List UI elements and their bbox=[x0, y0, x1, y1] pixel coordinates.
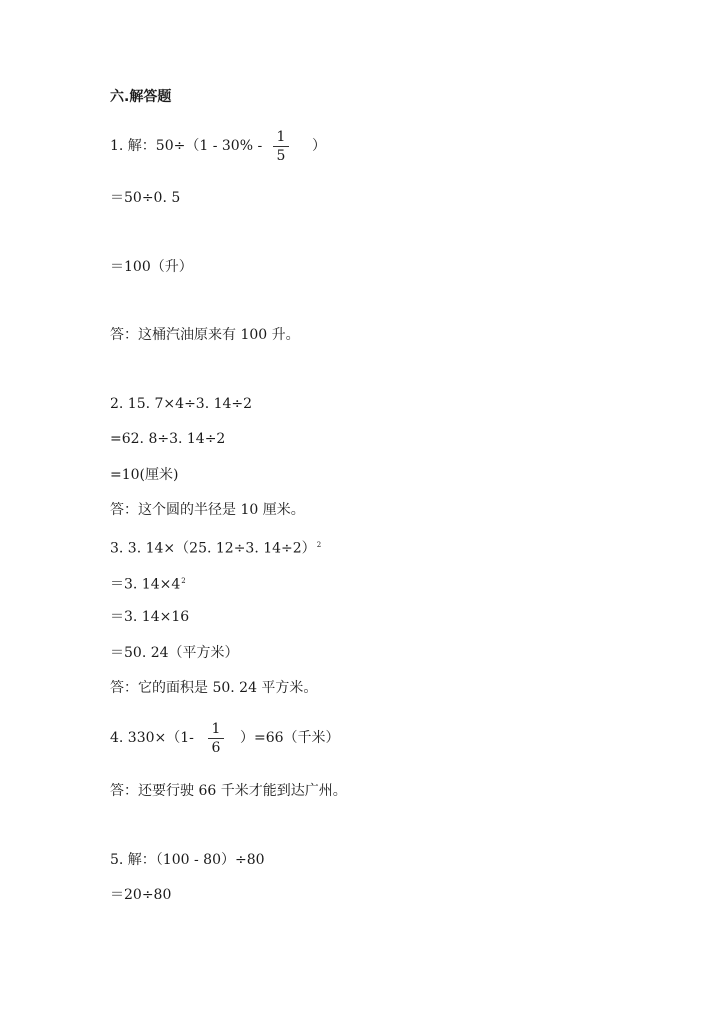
q1-fraction-bar bbox=[273, 146, 289, 147]
q3-line1-exponent: 2 bbox=[316, 541, 322, 549]
q3-line3: ＝3. 14×16 bbox=[110, 609, 190, 625]
q4-answer: 答：还要行驶 66 千米才能到达广州。 bbox=[110, 783, 347, 799]
q1-line1-after: ） bbox=[312, 138, 326, 154]
q1-fraction bbox=[273, 130, 289, 163]
q4-line1-after: ）=66（千米） bbox=[240, 730, 340, 746]
q5-line1: 5. 解：（100 - 80）÷80 bbox=[110, 852, 265, 868]
q1-line1-before: 1. 解：50÷（1 - 30% - bbox=[110, 138, 263, 154]
q4-fraction-denominator: 6 bbox=[211, 740, 221, 756]
q2-line2: =62. 8÷3. 14÷2 bbox=[110, 431, 226, 447]
section-title: 六.解答题 bbox=[110, 89, 172, 105]
q4-line1-before: 4. 330×（1- bbox=[110, 730, 194, 746]
q2-answer: 答：这个圆的半径是 10 厘米。 bbox=[110, 502, 305, 518]
q3-line2-exponent: 2 bbox=[181, 577, 186, 585]
q1-answer: 答：这桶汽油原来有 100 升。 bbox=[110, 327, 300, 343]
q3-line2 bbox=[110, 572, 186, 594]
q1-fraction-numerator: 1 bbox=[276, 129, 286, 145]
q3-answer: 答：它的面积是 50. 24 平方米。 bbox=[110, 680, 318, 696]
q1-fraction-denominator: 5 bbox=[276, 148, 286, 164]
q1-line1 bbox=[110, 137, 262, 155]
q3-line1-text: 3. 3. 14×（25. 12÷3. 14÷2） bbox=[110, 540, 316, 557]
q1-line2: ＝50÷0. 5 bbox=[110, 190, 181, 206]
q2-line3: =10(厘米) bbox=[110, 467, 179, 483]
q3-line4: ＝50. 24（平方米） bbox=[110, 645, 239, 661]
q4-fraction-bar bbox=[208, 738, 224, 739]
q5-line2: ＝20÷80 bbox=[110, 887, 172, 903]
q3-line2-text: ＝3. 14×4 bbox=[110, 576, 181, 593]
q4-fraction-numerator: 1 bbox=[211, 721, 221, 737]
q1-line3: ＝100（升） bbox=[110, 259, 193, 275]
q3-line1 bbox=[110, 536, 321, 558]
q4-fraction bbox=[208, 722, 224, 755]
q2-line1: 2. 15. 7×4÷3. 14÷2 bbox=[110, 396, 253, 412]
